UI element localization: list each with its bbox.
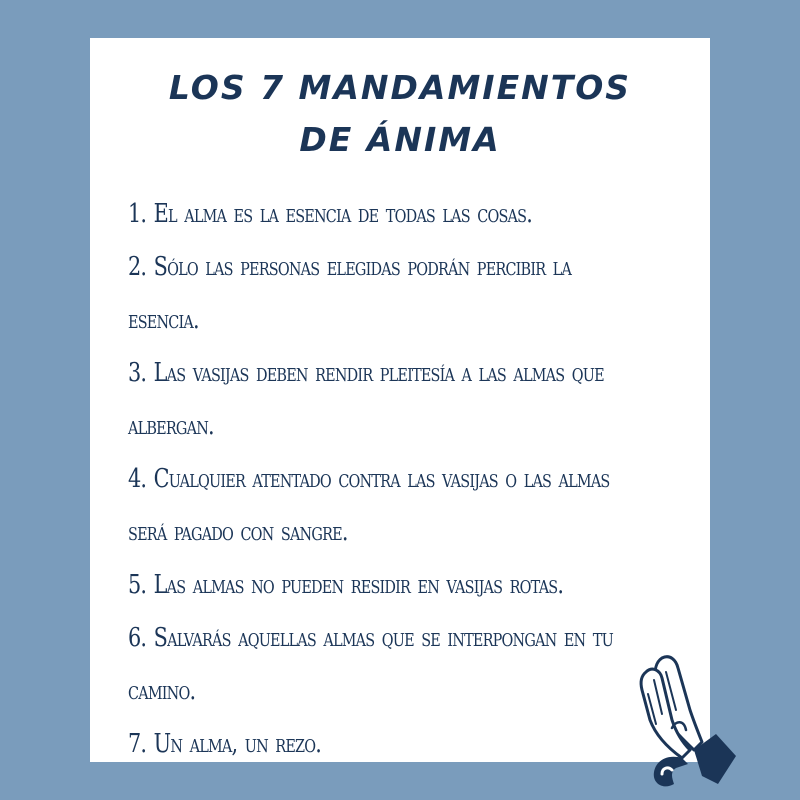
commandment-3-part-1: 3. Las vasijas deben rendir pleitesía a las almas que (128, 358, 604, 388)
commandment-2-part-1: 2. Sólo las personas elegidas podrán percibir la (128, 252, 572, 282)
commandment-2-part-2: esencia. (128, 305, 199, 335)
commandment-4-part-2: será pagado con sangre. (128, 517, 348, 547)
title-line-1: LOS 7 MANDAMIENTOS (168, 68, 632, 107)
commandment-7: 7. Un alma, un rezo. (128, 729, 322, 759)
praying-hands-icon (632, 650, 742, 790)
commandments-card (90, 38, 710, 762)
commandment-6-part-2: camino. (128, 676, 196, 706)
commandments-list (128, 188, 688, 771)
title-line-2: DE ÁNIMA (299, 120, 501, 159)
commandment-3-part-2: albergan. (128, 411, 214, 441)
commandment-4-part-1: 4. Cualquier atentado contra las vasijas o las almas (128, 464, 610, 494)
commandment-6-part-1: 6. Salvarás aquellas almas que se interpongan en tu (128, 623, 613, 653)
commandment-5: 5. Las almas no pueden residir en vasijas rotas. (128, 570, 564, 600)
commandment-1: 1. El alma es la esencia de todas las cosas. (128, 199, 533, 229)
